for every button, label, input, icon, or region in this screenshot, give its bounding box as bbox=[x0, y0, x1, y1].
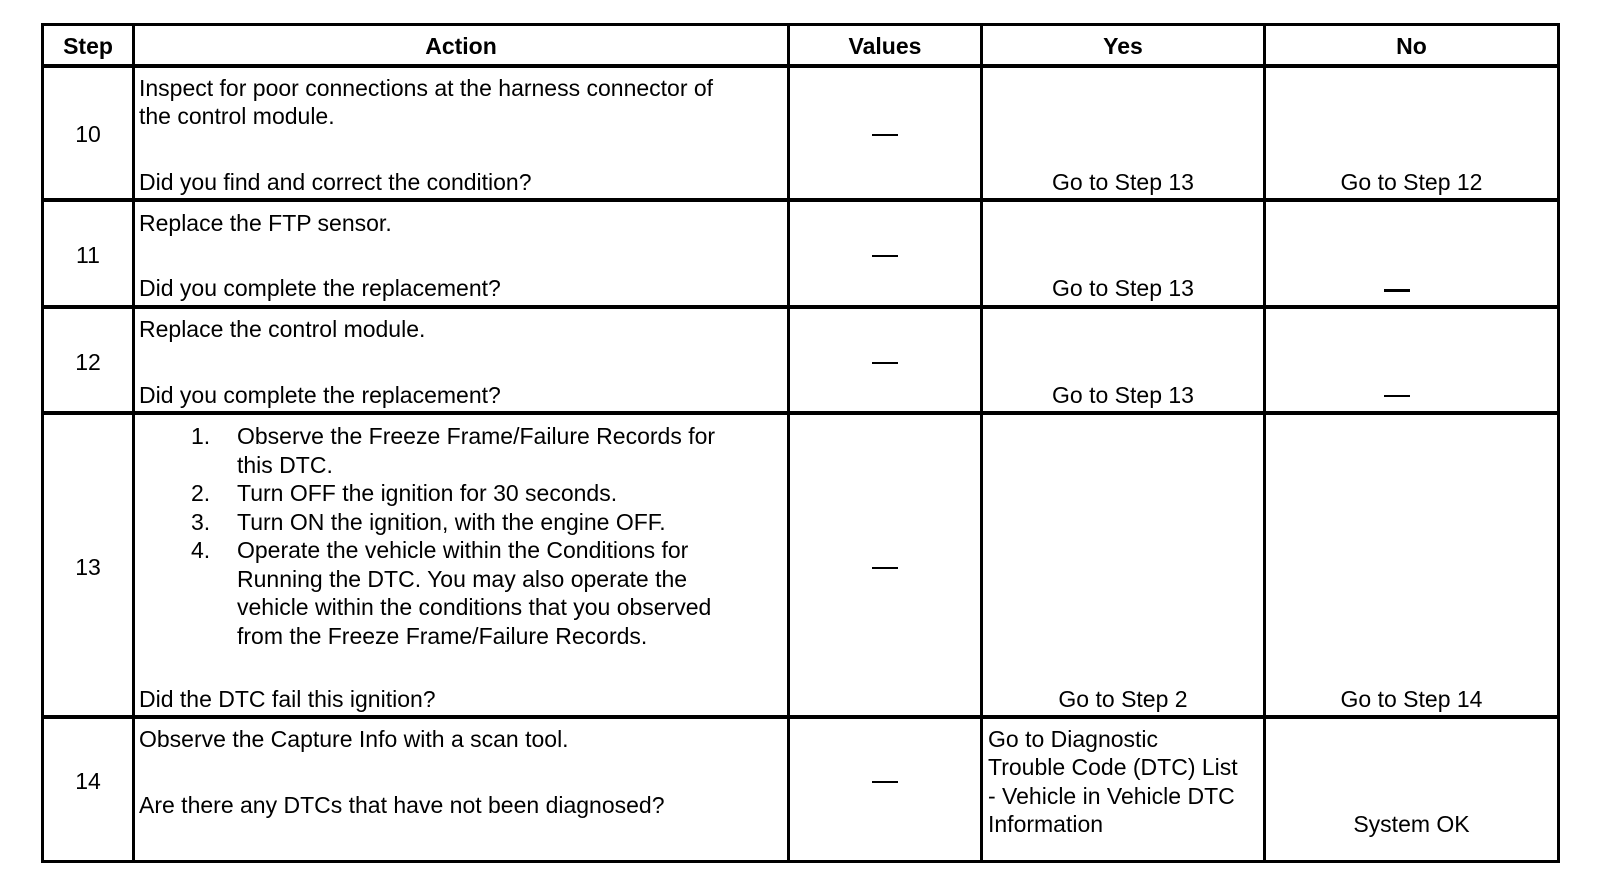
header-yes: Yes bbox=[1103, 33, 1143, 59]
action-question: Did you complete the replacement? bbox=[139, 382, 501, 408]
action-question: Did you complete the replacement? bbox=[139, 275, 501, 301]
column-divider bbox=[1263, 26, 1266, 860]
header-no: No bbox=[1396, 33, 1427, 59]
no-action: Go to Step 12 bbox=[1340, 169, 1483, 195]
step-number: 10 bbox=[75, 121, 101, 147]
header-step: Step bbox=[63, 33, 113, 59]
action-text: Observe the Capture Info with a scan tool. bbox=[139, 726, 569, 752]
row-divider bbox=[44, 411, 1557, 415]
action-question: Did the DTC fail this ignition? bbox=[139, 686, 436, 712]
column-divider bbox=[132, 26, 135, 860]
procedure-list bbox=[139, 422, 715, 650]
yes-action: Trouble Code (DTC) List bbox=[988, 754, 1238, 780]
list-item: 2. Turn OFF the ignition for 30 seconds. bbox=[191, 480, 618, 506]
values-dash bbox=[872, 134, 898, 136]
no-action: System OK bbox=[1353, 811, 1470, 837]
row-divider bbox=[44, 715, 1557, 719]
header-values: Values bbox=[848, 33, 922, 59]
row-divider bbox=[44, 198, 1557, 202]
values-dash bbox=[872, 362, 898, 364]
step-number: 12 bbox=[75, 349, 101, 375]
action-text: Replace the FTP sensor. bbox=[139, 210, 392, 236]
yes-action: Go to Step 13 bbox=[1052, 169, 1194, 195]
list-item: 4. Operate the vehicle within the Conditions for Running the DTC. You may also operate the vehicle within the conditions that you observed from the Freeze Frame/Failure Records. bbox=[191, 537, 712, 649]
step-number: 14 bbox=[75, 768, 101, 794]
action-text: Inspect for poor connections at the harness connector of bbox=[139, 75, 714, 101]
list-item: 1. Observe the Freeze Frame/Failure Records for this DTC. bbox=[191, 423, 716, 478]
yes-action: Go to Diagnostic bbox=[988, 726, 1159, 752]
action-question: Did you find and correct the condition? bbox=[139, 169, 532, 195]
yes-action: Go to Step 2 bbox=[1058, 686, 1188, 712]
action-text: the control module. bbox=[139, 103, 335, 129]
yes-action: - Vehicle in Vehicle DTC bbox=[988, 783, 1235, 809]
column-divider bbox=[980, 26, 983, 860]
values-dash bbox=[872, 255, 898, 257]
action-text: Replace the control module. bbox=[139, 316, 426, 342]
list-item: 3. Turn ON the ignition, with the engine OFF. bbox=[191, 508, 666, 535]
no-dash bbox=[1384, 289, 1410, 292]
yes-action: Information bbox=[988, 811, 1104, 837]
values-dash bbox=[872, 781, 898, 783]
header-action: Action bbox=[425, 33, 497, 59]
no-action: Go to Step 14 bbox=[1340, 686, 1483, 712]
yes-action: Go to Step 13 bbox=[1052, 382, 1194, 408]
action-question: Are there any DTCs that have not been diagnosed? bbox=[139, 792, 665, 818]
step-number: 11 bbox=[76, 242, 100, 268]
column-divider bbox=[787, 26, 790, 860]
yes-action: Go to Step 13 bbox=[1052, 275, 1194, 301]
step-number: 13 bbox=[75, 554, 101, 580]
no-dash bbox=[1384, 395, 1410, 397]
diagnostic-table bbox=[41, 23, 1560, 863]
values-dash bbox=[872, 567, 898, 569]
row-divider bbox=[44, 305, 1557, 309]
